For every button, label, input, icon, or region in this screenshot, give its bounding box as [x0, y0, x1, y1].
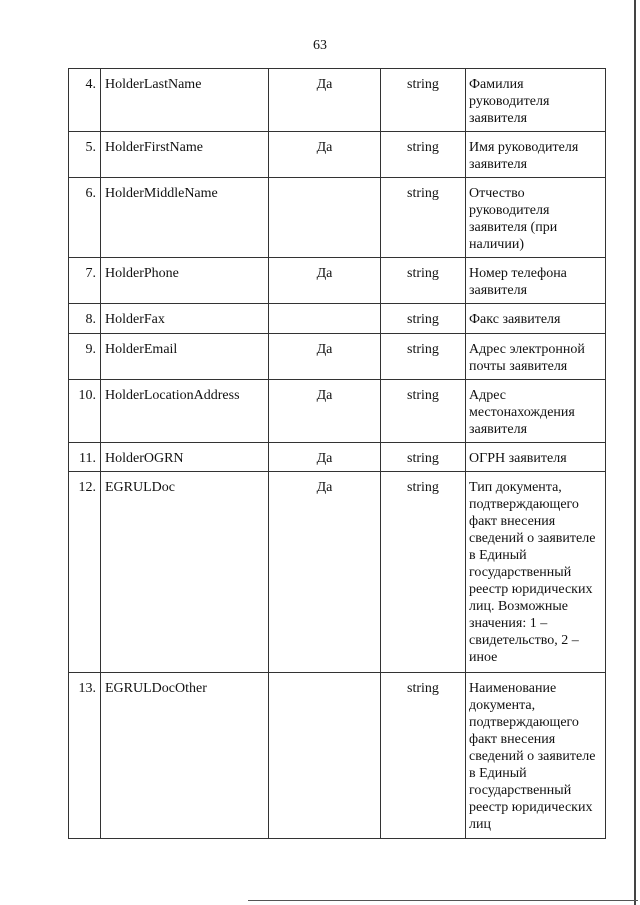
field-required: Да	[269, 380, 381, 443]
field-type: string	[381, 69, 466, 132]
field-type: string	[381, 304, 466, 334]
table-row	[69, 472, 606, 673]
field-name: HolderMiddleName	[101, 178, 269, 258]
table-row	[69, 69, 606, 132]
field-type: string	[381, 443, 466, 472]
field-description: ОГРН заявителя	[466, 443, 606, 472]
field-description: Наименование документа, подтверждающего факт внесения сведений о заявителе в Единый государственный реестр юридических лиц	[466, 673, 606, 839]
field-type: string	[381, 178, 466, 258]
field-required	[269, 673, 381, 839]
field-description: Адрес местонахождения заявителя	[466, 380, 606, 443]
field-type: string	[381, 673, 466, 839]
row-number: 10.	[69, 380, 101, 443]
row-number: 8.	[69, 304, 101, 334]
field-type: string	[381, 334, 466, 380]
field-required: Да	[269, 443, 381, 472]
field-name: HolderOGRN	[101, 443, 269, 472]
table-row	[69, 178, 606, 258]
row-number: 11.	[69, 443, 101, 472]
table-row	[69, 673, 606, 839]
field-required: Да	[269, 334, 381, 380]
row-number: 12.	[69, 472, 101, 673]
field-description: Номер телефона заявителя	[466, 258, 606, 304]
row-number: 4.	[69, 69, 101, 132]
field-description: Имя руководителя заявителя	[466, 132, 606, 178]
field-name: HolderLastName	[101, 69, 269, 132]
table-row	[69, 258, 606, 304]
field-type: string	[381, 258, 466, 304]
page-bottom-edge	[248, 900, 638, 901]
field-type: string	[381, 132, 466, 178]
field-required: Да	[269, 258, 381, 304]
fields-table	[68, 68, 606, 839]
field-name: EGRULDocOther	[101, 673, 269, 839]
field-name: HolderEmail	[101, 334, 269, 380]
field-required	[269, 178, 381, 258]
table-row	[69, 304, 606, 334]
field-required	[269, 304, 381, 334]
field-description: Фамилия руководителя заявителя	[466, 69, 606, 132]
row-number: 13.	[69, 673, 101, 839]
field-description: Адрес электронной почты заявителя	[466, 334, 606, 380]
field-name: HolderFirstName	[101, 132, 269, 178]
field-required: Да	[269, 132, 381, 178]
table-row	[69, 380, 606, 443]
row-number: 5.	[69, 132, 101, 178]
page-number: 63	[313, 38, 327, 53]
field-name: HolderFax	[101, 304, 269, 334]
field-type: string	[381, 472, 466, 673]
row-number: 6.	[69, 178, 101, 258]
row-number: 9.	[69, 334, 101, 380]
table-row	[69, 334, 606, 380]
field-required: Да	[269, 472, 381, 673]
field-type: string	[381, 380, 466, 443]
field-description: Отчество руководителя заявителя (при наличии)	[466, 178, 606, 258]
field-description: Факс заявителя	[466, 304, 606, 334]
field-name: HolderLocationAddress	[101, 380, 269, 443]
field-name: HolderPhone	[101, 258, 269, 304]
table-row	[69, 132, 606, 178]
field-required: Да	[269, 69, 381, 132]
field-name: EGRULDoc	[101, 472, 269, 673]
field-description: Тип документа, подтверждающего факт внесения сведений о заявителе в Единый государственный реестр юридических лиц. Возможные значения: 1 – свидетельство, 2 – иное	[466, 472, 606, 673]
row-number: 7.	[69, 258, 101, 304]
table-row	[69, 443, 606, 472]
